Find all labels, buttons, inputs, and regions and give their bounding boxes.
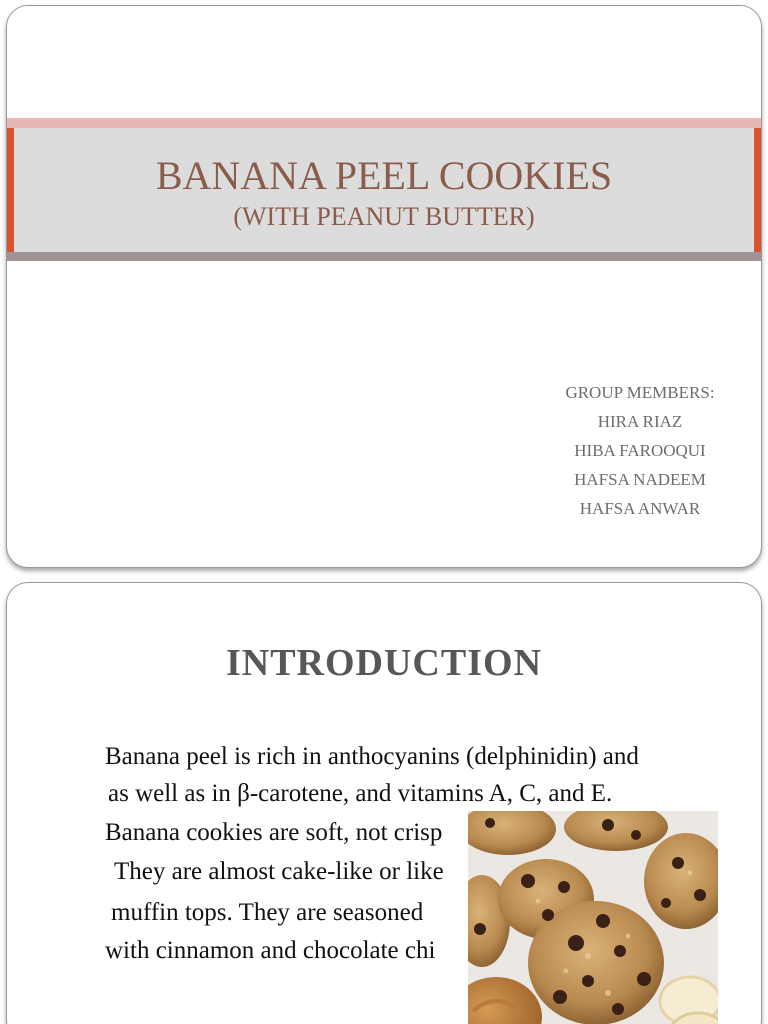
cookies-illustration bbox=[468, 811, 718, 1024]
body-line: with cinnamon and chocolate chi bbox=[105, 937, 436, 964]
title-band-bottom-stripe bbox=[7, 252, 761, 261]
group-members bbox=[527, 378, 753, 523]
member-name: HIBA FAROOQUI bbox=[574, 441, 706, 460]
introduction-slide bbox=[6, 582, 762, 1024]
body-line: They are almost cake-like or like bbox=[114, 858, 444, 885]
body-line: as well as in β-carotene, and vitamins A, C, and E. bbox=[108, 780, 613, 807]
slide-title: BANANA PEEL COOKIES bbox=[155, 153, 613, 198]
member-name: HAFSA ANWAR bbox=[579, 499, 701, 518]
body-line: Banana peel is rich in anthocyanins (delphinidin) and bbox=[105, 743, 639, 770]
slide-subtitle: (WITH PEANUT BUTTER) bbox=[233, 202, 535, 231]
members-heading: GROUP MEMBERS: bbox=[565, 383, 715, 402]
body-line: Banana cookies are soft, not crisp bbox=[105, 819, 443, 846]
body-line: muffin tops. They are seasoned bbox=[111, 899, 424, 926]
member-name: HIRA RIAZ bbox=[597, 412, 683, 431]
member-name: HAFSA NADEEM bbox=[574, 470, 706, 489]
title-band-top-stripe bbox=[7, 118, 761, 128]
introduction-heading: INTRODUCTION bbox=[225, 642, 543, 684]
cookies-photo bbox=[468, 811, 718, 1024]
title-slide bbox=[6, 5, 762, 568]
